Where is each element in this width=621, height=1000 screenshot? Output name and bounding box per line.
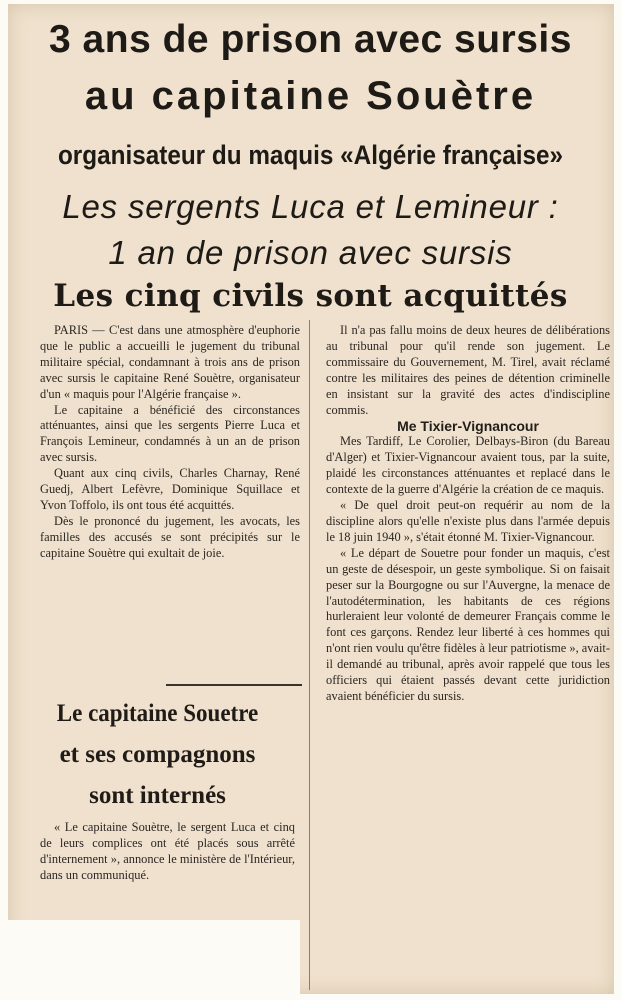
box-paragraph: « Le capitaine Souètre, le sergent Luca et cinq de leurs complices ont été placés sous arrêté d'internement », annonce le ministère de l'Intérieur, dans un communiqué. <box>40 820 295 882</box>
right-paragraph-4: « Le départ de Souetre pour fonder un maquis, c'est un geste de désespoir, un geste symbolique. Si on faisait peser sur la Bourgogne ou sur l'Auvergne, la menace de l'autodétermination, les habitants de ces régions hurleraient leur volonté de demeurer Français comme le font ces garçons. Rendez leur liberté à ces hommes qui n'ont rien voulu qu'être fidèles à leur patriotisme », avait-il demandé au tribunal, après avoir rappelé que tous les officiers qui étaient passés devant cette juridiction avaient bénéficier du sursis. <box>326 545 610 703</box>
right-subheading: Me Tixier-Vignancour <box>397 418 539 435</box>
headline-line-2: au capitaine Souètre <box>84 74 537 118</box>
box-headline-1: Le capitaine Souetre <box>56 700 259 727</box>
column-divider <box>309 320 310 990</box>
right-paragraph-2: Mes Tardiff, Le Corolier, Delbays-Biron (du Bareau d'Alger) et Tixier-Vignancour avaient tous, par la suite, plaidé les circonstances atténuantes et replacé dans le contexte de la guerre d'Algérie la création de ce maquis. <box>326 434 610 497</box>
headline-line-5: 1 an de prison avec sursis <box>108 234 513 271</box>
section-rule <box>166 684 302 686</box>
right-paragraph-3: « De quel droit peut-on requérir au nom de la discipline alors qu'elle n'existe plus dans l'armée depuis le 18 juin 1940 », s'était étonné M. Tixier-Vignancour. <box>326 498 610 544</box>
right-column <box>326 323 610 705</box>
clipping-cutout <box>0 920 300 1000</box>
left-paragraph-4: Dès le prononcé du jugement, les avocats, les familles des accusés se sont précipités sur le capitaine Souètre qui exultait de joie. <box>40 513 300 560</box>
box-headline-2: et ses compagnons <box>59 741 256 768</box>
right-paragraph-1: Il n'a pas fallu moins de deux heures de délibérations au tribunal pour qu'il rende son jugement. Le commissaire du Gouvernement, M. Tirel, avait réclamé contre les militaires des peines de détention criminelle en insistant sur la gravité des actes d'indiscipline commis. <box>326 323 610 417</box>
box-headline-3: sont internés <box>89 782 226 809</box>
left-paragraph-2: Le capitaine a bénéficié des circonstances atténuantes, ainsi que les sergents Pierre Luca et François Lemineur, condamnés à un an de prison avec sursis. <box>40 402 300 465</box>
headline-line-3: organisateur du maquis «Algérie française» <box>57 140 564 170</box>
left-paragraph-1: PARIS — C'est dans une atmosphère d'euphorie que le public a accueilli le jugement du tribunal militaire spécial, condamnant à trois ans de prison avec sursis le capitaine René Souètre, organisateur d'un « maquis pour l'Algérie française ». <box>40 323 300 401</box>
left-paragraph-3: Quant aux cinq civils, Charles Charnay, René Guedj, Albert Lefèvre, Dominique Squillace et Yvon Toffolo, ils ont tous été acquittés. <box>40 466 300 512</box>
headline-line-1: 3 ans de prison avec sursis <box>49 18 572 61</box>
headline-line-6: Les cinq civils sont acquittés <box>53 278 568 314</box>
headline-line-4: Les sergents Luca et Lemineur : <box>62 188 559 225</box>
box-body <box>40 820 295 884</box>
left-column <box>40 323 300 562</box>
